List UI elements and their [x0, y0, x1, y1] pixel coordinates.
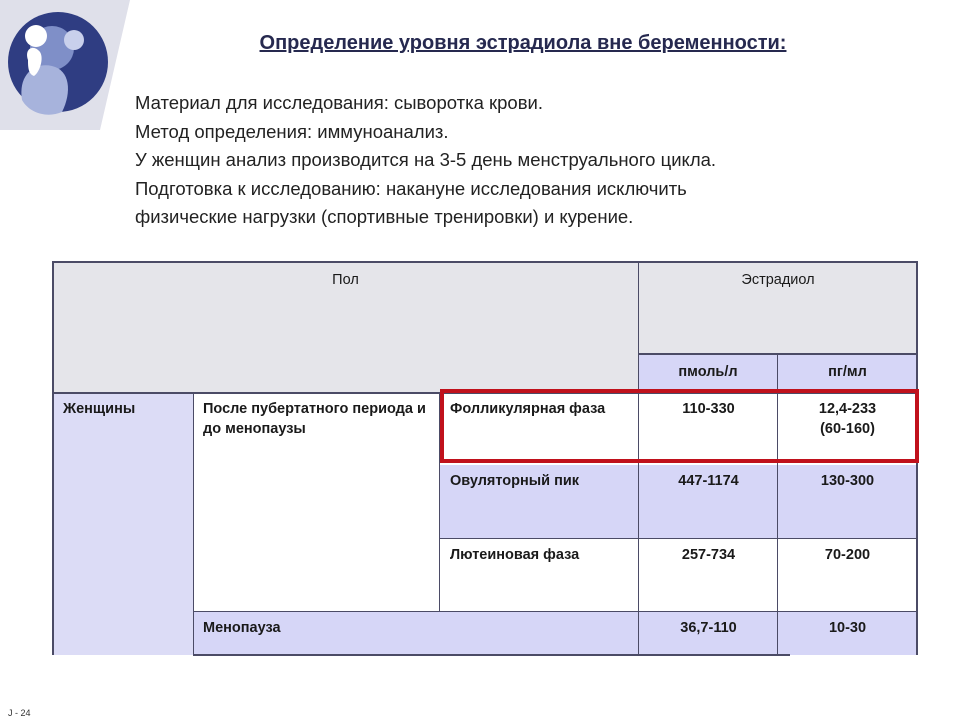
menopause-top-border	[193, 611, 917, 612]
unit-row-top-border	[639, 353, 917, 355]
value-menopause-pmol: 36,7-110	[639, 612, 778, 655]
intro-line: У женщин анализ производится на 3-5 день менструального цикла.	[135, 149, 717, 170]
mother-child-logo-icon	[0, 0, 130, 130]
header-unit-pg: пг/мл	[778, 354, 917, 392]
table-left-border	[52, 261, 54, 655]
phase-follicular: Фолликулярная фаза	[440, 393, 639, 465]
header-sex: Пол	[53, 262, 638, 392]
follicular-phase-highlight	[440, 389, 919, 463]
phase-ovulatory: Овуляторный пик	[440, 465, 639, 538]
page-title: Определение уровня эстрадиола вне беременности:	[259, 32, 787, 54]
phase-luteal: Лютеиновая фаза	[440, 539, 639, 611]
value-ovulatory-pmol: 447-1174	[639, 465, 778, 538]
intro-line: Подготовка к исследованию: накануне исследования исключить	[135, 177, 687, 199]
intro-line: физические нагрузки (спортивные тренировки) и курение.	[135, 206, 634, 227]
value-luteal-pg: 70-200	[778, 539, 917, 611]
subgroup-postpubertal: После пубертатного периода и до менопаузы	[193, 393, 440, 611]
value-ovulatory-pg: 130-300	[778, 465, 917, 538]
header-unit-pmol: пмоль/л	[639, 354, 777, 392]
group-women: Женщины	[53, 393, 193, 655]
value-follicular-pmol: 110-330	[639, 393, 778, 465]
intro-line: Материал для исследования: сыворотка крови.	[135, 92, 544, 113]
row-menopause: Менопауза	[193, 612, 639, 655]
value-follicular-pg-alt: (60-160)	[820, 421, 875, 437]
row-divider	[440, 538, 917, 539]
slide-number: J - 24	[8, 708, 31, 718]
value-menopause-pg: 10-30	[778, 612, 917, 655]
table-top-border	[53, 261, 917, 263]
col-divider	[193, 393, 194, 655]
header-estradiol: Эстрадиол	[639, 262, 917, 354]
intro-text	[135, 89, 935, 232]
intro-line: Метод определения: иммуноанализ.	[135, 120, 449, 142]
table-bottom-border	[193, 654, 790, 656]
value-luteal-pmol: 257-734	[639, 539, 778, 611]
value-follicular-pg-main: 12,4-233	[818, 401, 877, 417]
